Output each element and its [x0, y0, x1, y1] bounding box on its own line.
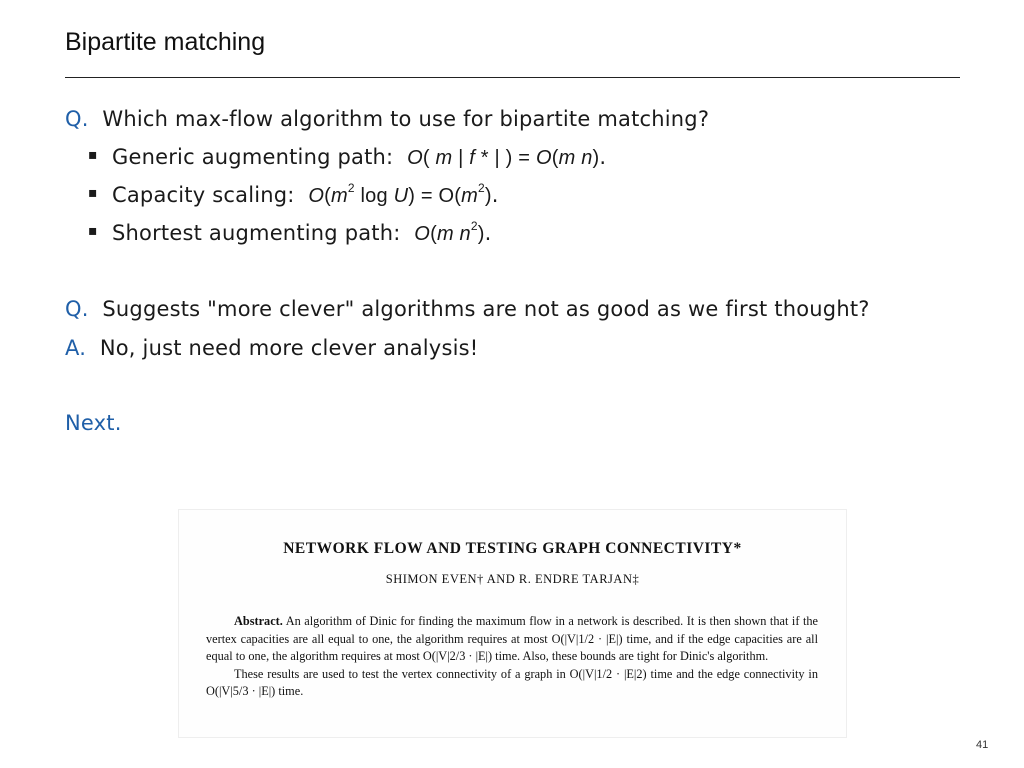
paper-title: NETWORK FLOW AND TESTING GRAPH CONNECTIVITY* — [283, 540, 742, 557]
bullet-label: Shortest augmenting path: — [112, 221, 401, 245]
complexity-formula: O(m $n^2$) — [414, 219, 485, 245]
bullet-item-generic: Generic augmenting path: O( m | f * | ) = O(m n). — [112, 145, 607, 169]
question-text: Which max-flow algorithm to use for bipartite matching? — [102, 107, 710, 131]
abstract-paragraph-2: These results are used to test the vertex connectivity of a graph in O(|V|1/2 · |E|2) time and the edge connectivity in O(|V|5/3 · |E|) time. — [206, 666, 818, 698]
answer-text: No, just need more clever analysis! — [99, 336, 479, 360]
paper-abstract — [206, 613, 818, 701]
slide-title: Bipartite matching — [65, 28, 266, 56]
question-1 — [65, 107, 709, 131]
abstract-label: Abstract. — [234, 614, 283, 628]
bullet-item-shortest-path: Shortest augmenting path: O(m $n^2$). — [112, 219, 492, 245]
answer-marker: A. — [65, 336, 87, 360]
question-text: Suggests "more clever" algorithms are not as good as we first thought? — [102, 297, 870, 321]
bullet-icon: ▪ — [88, 147, 98, 163]
bullet-item-capacity-scaling: Capacity scaling: $O(m^2$ $\log U) = O(m^2)$. — [112, 181, 499, 207]
abstract-paragraph-1: An algorithm of Dinic for finding the maximum flow in a network is described. It is then shown that if the vertex capacities are all equal to one, the algorithm requires at most O(|V|1/2 · |E|) time, and if the edge capacities are all equal to one, the algorithm requires at most O(|V|2/3 · |E|) time. Also, these bounds are tight for Dinic's algorithm. — [206, 614, 818, 663]
complexity-formula: $O(m^2$ $\log U) = O(m^2)$ — [308, 181, 492, 207]
question-marker: Q. — [65, 297, 89, 321]
bullet-label: Generic augmenting path: — [112, 145, 394, 169]
next-label: Next. — [65, 411, 122, 435]
complexity-formula: O( m | f * | ) = O(m n) — [407, 147, 600, 169]
paper-authors: SHIMON EVEN† AND R. ENDRE TARJAN‡ — [385, 572, 640, 586]
bullet-icon: ▪ — [88, 185, 98, 201]
answer-2 — [65, 336, 478, 360]
title-divider — [65, 77, 960, 78]
paper-excerpt-image — [179, 510, 846, 737]
question-marker: Q. — [65, 107, 89, 131]
bullet-icon: ▪ — [88, 223, 98, 239]
page-number: 41 — [976, 739, 989, 751]
bullet-label: Capacity scaling: — [112, 183, 295, 207]
question-2 — [65, 297, 870, 321]
